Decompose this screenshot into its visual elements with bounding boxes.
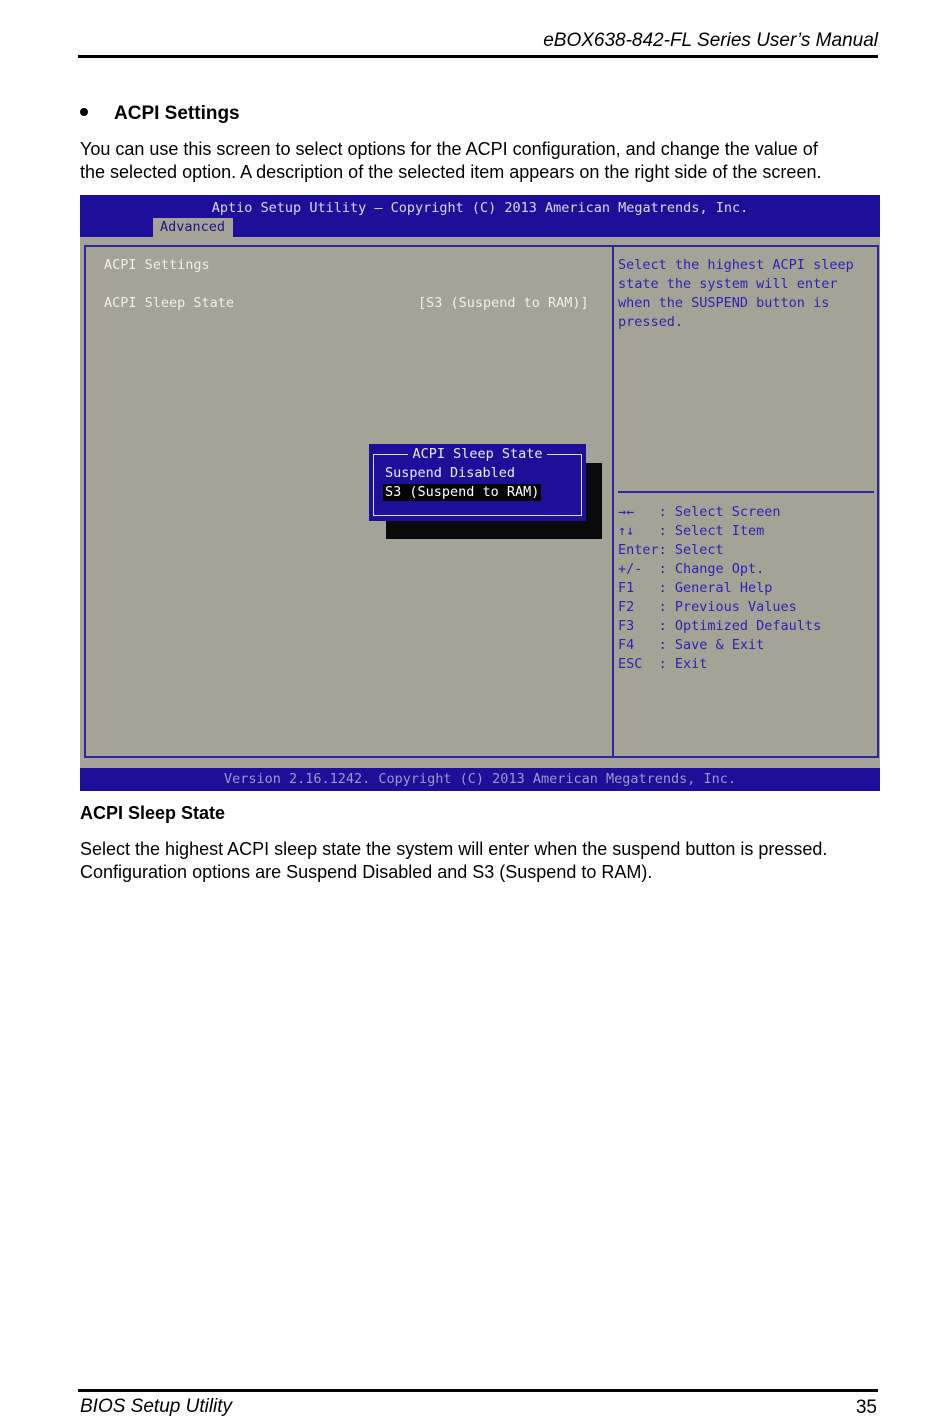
acpi-sleep-state-popup [369, 444, 586, 521]
popup-option-s3-suspend-to-ram[interactable]: S3 (Suspend to RAM) [385, 484, 540, 500]
footer-section-name: BIOS Setup Utility [80, 1396, 233, 1417]
bios-key-row: +/- : Change Opt. [618, 561, 765, 577]
intro-line-2: the selected option. A description of the selected item appears on the right side of the screen. [80, 162, 822, 182]
bios-screenshot [80, 195, 880, 791]
bios-key-row: ↑↓ : Select Item [618, 523, 765, 539]
page-number: 35 [855, 1397, 877, 1418]
intro-paragraph [80, 138, 880, 184]
bios-help-text: Select the highest ACPI sleep state the system will enter when the SUSPEND button is pressed. [618, 257, 854, 330]
bios-key-row: ESC : Exit [618, 656, 708, 672]
acpi-sleep-state-description [80, 838, 880, 884]
manual-title: eBOX638-842-FL Series User’s Manual [543, 30, 878, 51]
bios-key-row: F4 : Save & Exit [618, 637, 765, 653]
description-line-2: Configuration options are Suspend Disabled and S3 (Suspend to RAM). [80, 862, 653, 882]
section-title: ACPI Settings [114, 103, 240, 124]
bios-title: Aptio Setup Utility – Copyright (C) 2013 American Megatrends, Inc. [211, 200, 749, 216]
bios-version: Version 2.16.1242. Copyright (C) 2013 American Megatrends, Inc. [223, 771, 737, 787]
acpi-sleep-state-heading: ACPI Sleep State [80, 803, 226, 823]
bios-key-row: Enter: Select [618, 542, 724, 558]
tab-advanced[interactable]: Advanced [153, 218, 233, 237]
popup-title: ACPI Sleep State [369, 446, 586, 462]
bios-help-separator [618, 491, 874, 493]
header-rule [78, 55, 878, 58]
bios-title-bar [80, 195, 880, 237]
bios-key-row: F2 : Previous Values [618, 599, 797, 615]
bios-key-row: F3 : Optimized Defaults [618, 618, 822, 634]
popup-option-suspend-disabled[interactable]: Suspend Disabled [385, 465, 516, 481]
acpi-sleep-state-value[interactable]: [S3 (Suspend to RAM)] [418, 295, 589, 311]
bios-section-label: ACPI Settings [104, 257, 210, 273]
intro-line-1: You can use this screen to select options for the ACPI configuration, and change the value of [80, 139, 818, 159]
section-heading [80, 103, 240, 125]
bios-key-row: →← : Select Screen [618, 504, 781, 520]
bullet-icon [80, 108, 88, 116]
bios-status-bar [80, 768, 880, 791]
acpi-sleep-state-label[interactable]: ACPI Sleep State [104, 295, 235, 311]
description-line-1: Select the highest ACPI sleep state the system will enter when the suspend button is pressed. [80, 839, 828, 859]
bios-key-row: F1 : General Help [618, 580, 773, 596]
footer-rule [78, 1389, 878, 1392]
bios-panel-divider [612, 245, 614, 758]
